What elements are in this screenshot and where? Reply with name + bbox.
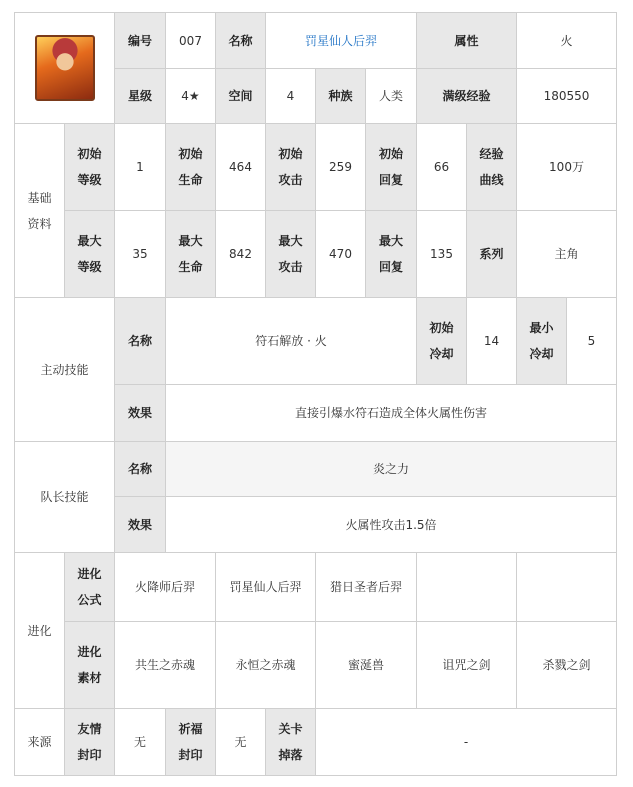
series-label: 系列 — [466, 210, 517, 298]
max-level-label: 最大 等级 — [64, 210, 115, 298]
init-atk-label: 初始 攻击 — [265, 123, 316, 211]
attribute-value: 火 — [516, 12, 617, 69]
max-rec-label: 最大 回复 — [365, 210, 417, 298]
evolution-formula-item[interactable]: 火降师后羿 — [114, 552, 216, 622]
evolution-material-item[interactable]: 杀戮之剑 — [516, 621, 617, 709]
evolution-formula-item — [416, 552, 517, 622]
evolution-section-label: 进化 — [14, 552, 65, 709]
leader-skill-section-label: 队长技能 — [14, 441, 115, 553]
evolution-material-item[interactable]: 永恒之赤魂 — [215, 621, 316, 709]
active-skill-section-label: 主动技能 — [14, 297, 115, 442]
star-label: 星级 — [114, 68, 166, 124]
init-hp-value: 464 — [215, 123, 266, 211]
active-skill-name-value: 符石解放 · 火 — [165, 297, 417, 385]
max-exp-label: 满级经验 — [416, 68, 517, 124]
evolution-material-item[interactable]: 蜜涎兽 — [315, 621, 417, 709]
race-label: 种族 — [315, 68, 366, 124]
friend-seal-value: 无 — [114, 708, 166, 776]
exp-curve-value: 100万 — [516, 123, 617, 211]
avatar-cell — [14, 12, 115, 124]
space-value: 4 — [265, 68, 316, 124]
stage-drop-label: 关卡 掉落 — [265, 708, 316, 776]
id-label: 编号 — [114, 12, 166, 69]
max-exp-value: 180550 — [516, 68, 617, 124]
source-section-label: 来源 — [14, 708, 65, 776]
init-rec-label: 初始 回复 — [365, 123, 417, 211]
id-value: 007 — [165, 12, 216, 69]
evolution-material-item[interactable]: 诅咒之剑 — [416, 621, 517, 709]
max-atk-label: 最大 攻击 — [265, 210, 316, 298]
basic-section-label: 基础 资料 — [14, 123, 65, 298]
max-atk-value: 470 — [315, 210, 366, 298]
evolution-formula-label: 进化 公式 — [64, 552, 115, 622]
init-rec-value: 66 — [416, 123, 467, 211]
star-value: 4★ — [165, 68, 216, 124]
leader-skill-effect-value: 火属性攻击1.5倍 — [165, 496, 617, 553]
evolution-material-item[interactable]: 共生之赤魂 — [114, 621, 216, 709]
min-cooldown-label: 最小 冷却 — [516, 297, 567, 385]
initial-cooldown-label: 初始 冷却 — [416, 297, 467, 385]
prayer-seal-label: 祈福 封印 — [165, 708, 216, 776]
leader-skill-name-label: 名称 — [114, 441, 166, 497]
evolution-formula-item[interactable]: 罚星仙人后羿 — [215, 552, 316, 622]
init-level-value: 1 — [114, 123, 166, 211]
max-hp-value: 842 — [215, 210, 266, 298]
active-skill-effect-label: 效果 — [114, 384, 166, 442]
evolution-material-label: 进化 素材 — [64, 621, 115, 709]
prayer-seal-value: 无 — [215, 708, 266, 776]
attribute-label: 属性 — [416, 12, 517, 69]
friend-seal-label: 友情 封印 — [64, 708, 115, 776]
exp-curve-label: 经验 曲线 — [466, 123, 517, 211]
leader-skill-name-value: 炎之力 — [165, 441, 617, 497]
active-skill-effect-value: 直接引爆水符石造成全体火属性伤害 — [165, 384, 617, 442]
max-rec-value: 135 — [416, 210, 467, 298]
character-portrait-icon[interactable] — [35, 35, 95, 101]
initial-cooldown-value: 14 — [466, 297, 517, 385]
min-cooldown-value: 5 — [566, 297, 617, 385]
max-level-value: 35 — [114, 210, 166, 298]
card-name-link[interactable]: 罚星仙人后羿 — [265, 12, 417, 69]
space-label: 空间 — [215, 68, 266, 124]
init-hp-label: 初始 生命 — [165, 123, 216, 211]
evolution-formula-item[interactable]: 猎日圣者后羿 — [315, 552, 417, 622]
active-skill-name-label: 名称 — [114, 297, 166, 385]
stage-drop-value: - — [315, 708, 617, 776]
race-value: 人类 — [365, 68, 417, 124]
evolution-formula-item — [516, 552, 617, 622]
max-hp-label: 最大 生命 — [165, 210, 216, 298]
series-value: 主角 — [516, 210, 617, 298]
name-label: 名称 — [215, 12, 266, 69]
leader-skill-effect-label: 效果 — [114, 496, 166, 553]
init-atk-value: 259 — [315, 123, 366, 211]
init-level-label: 初始 等级 — [64, 123, 115, 211]
